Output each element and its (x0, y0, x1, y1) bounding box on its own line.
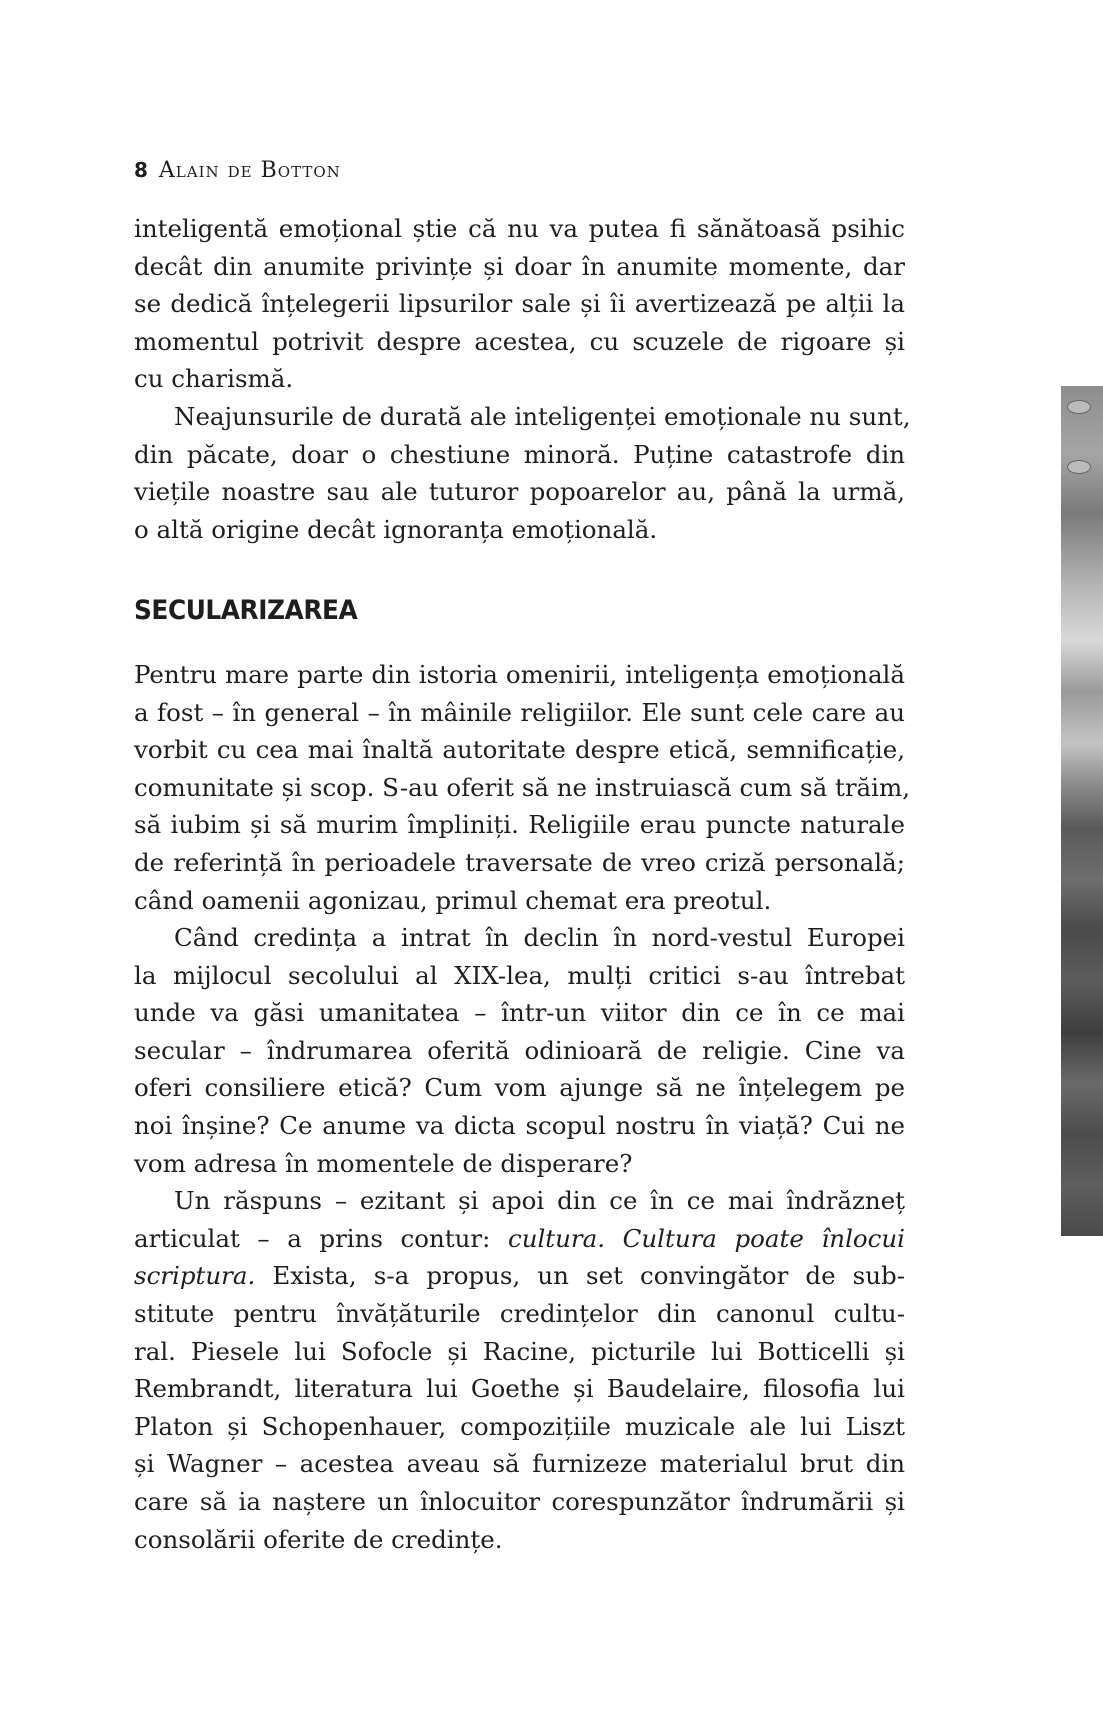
text-line (134, 248, 905, 286)
text-span: oferi consiliere etică? Cum vom ajunge să ne înțelegem pe (134, 1073, 905, 1103)
text-span: Exista, s-a propus, un set convingător de sub- (255, 1261, 905, 1291)
paragraph (134, 210, 905, 398)
text-line (134, 1295, 905, 1333)
text-line (134, 323, 905, 361)
text-line (134, 1145, 905, 1183)
text-span: consolării oferite de credințe. (134, 1524, 503, 1554)
text-span: stitute pentru învățăturile credințelor din canonul cultu- (134, 1299, 905, 1329)
text-line (134, 1521, 905, 1559)
paragraph (134, 1182, 905, 1558)
text-span: comunitate și scop. S-au oferit să ne instruiască cum să trăim, (134, 772, 911, 802)
text-line (134, 1257, 905, 1295)
paragraph (134, 398, 911, 548)
text-line (134, 769, 911, 807)
text-line (134, 957, 905, 995)
text-span: Un răspuns – ezitant și apoi din ce în ce mai îndrăzneț (174, 1186, 905, 1216)
text-span: la mijlocul secolului al XIX-lea, mulți critici s-au întrebat (134, 960, 905, 990)
text-span: care să ia naștere un înlocuitor corespunzător îndrumării și (134, 1487, 905, 1516)
text-span: articulat – a prins contur: (134, 1223, 508, 1253)
text-span: se dedică înțelegerii lipsurilor sale și îi avertizează pe alții la (134, 289, 905, 319)
text-line (134, 994, 905, 1032)
paragraph (134, 919, 905, 1182)
text-line (134, 1408, 905, 1446)
text-line (134, 919, 905, 957)
text-line (134, 882, 905, 920)
text-line (134, 511, 905, 549)
text-line (134, 1107, 905, 1145)
text-span: a fost – în general – în mâinile religiilor. Ele sunt cele care au (134, 697, 905, 727)
running-header (134, 158, 341, 183)
text-line (134, 1370, 905, 1408)
text-span: să iubim și să murim împliniți. Religiile erau puncte naturale (134, 810, 905, 840)
text-span: Platon și Schopenhauer, compozițiile muzicale ale lui Liszt (134, 1411, 905, 1441)
page-number: 8 (134, 158, 149, 182)
text-line (134, 360, 905, 398)
author-name: Alain de Botton (158, 158, 341, 183)
text-span: cu charismă. (134, 364, 294, 394)
section-heading: SECULARIZAREA (134, 595, 358, 627)
text-span: Pentru mare parte din istoria omenirii, inteligența emoțională (134, 659, 905, 689)
italic-text: cultura. Cultura poate înlocui (507, 1223, 905, 1253)
body-text (134, 210, 911, 1558)
text-line (134, 473, 905, 511)
text-line (134, 1069, 905, 1107)
text-span: unde va găsi umanitatea – într-un viitor din ce în ce mai (134, 998, 905, 1028)
text-line (134, 398, 911, 436)
text-span: vorbit cu cea mai înaltă autoritate despre etică, semnificație, (134, 735, 905, 765)
text-span: decât din anumite privințe și doar în anumite momente, dar (134, 251, 905, 281)
text-line (134, 806, 905, 844)
text-line (134, 1220, 905, 1258)
text-line (134, 844, 905, 882)
text-line (134, 1483, 905, 1521)
text-span: secular – îndrumarea oferită odinioară de religie. Cine va (134, 1035, 905, 1065)
text-span: vom adresa în momentele de disperare? (134, 1148, 633, 1178)
text-line (134, 1182, 905, 1220)
text-line (134, 436, 905, 474)
text-span: Când credința a intrat în declin în nord-vestul Europei (174, 923, 905, 953)
text-span: inteligentă emoțional știe că nu va putea fi sănătoasă psihic (134, 214, 905, 243)
text-span: când oamenii agonizau, primul chemat era preotul. (134, 885, 772, 915)
text-span: Neajunsurile de durată ale inteligenței emoționale nu sunt, (174, 401, 911, 431)
text-span: o altă origine decât ignoranța emoțională. (134, 514, 658, 544)
text-line (134, 210, 905, 248)
text-line (134, 694, 905, 732)
text-line (134, 1333, 905, 1371)
text-span: ral. Piesele lui Sofocle și Racine, picturile lui Botticelli și (134, 1336, 905, 1366)
text-line (134, 1032, 905, 1070)
paragraph (134, 656, 911, 919)
text-span: și Wagner – acestea aveau să furnizeze materialul brut din (134, 1449, 905, 1479)
text-span: din păcate, doar o chestiune minoră. Puține catastrofe din (134, 439, 905, 469)
text-span: viețile noastre sau ale tuturor popoarelor au, până la urmă, (134, 477, 905, 507)
text-line (134, 731, 905, 769)
text-span: de referință în perioadele traversate de vreo criză personală; (134, 847, 905, 877)
text-span: noi înșine? Ce anume va dicta scopul nostru în viață? Cui ne (134, 1111, 905, 1141)
italic-text: scriptura. (134, 1261, 256, 1291)
text-line (134, 285, 905, 323)
text-line (134, 656, 905, 694)
text-span: momentul potrivit despre acestea, cu scuzele de rigoare și (134, 326, 905, 356)
text-span: Rembrandt, literatura lui Goethe și Baudelaire, filosofia lui (134, 1374, 905, 1404)
text-line (134, 1445, 905, 1483)
library-photo-edge (1061, 386, 1103, 1236)
